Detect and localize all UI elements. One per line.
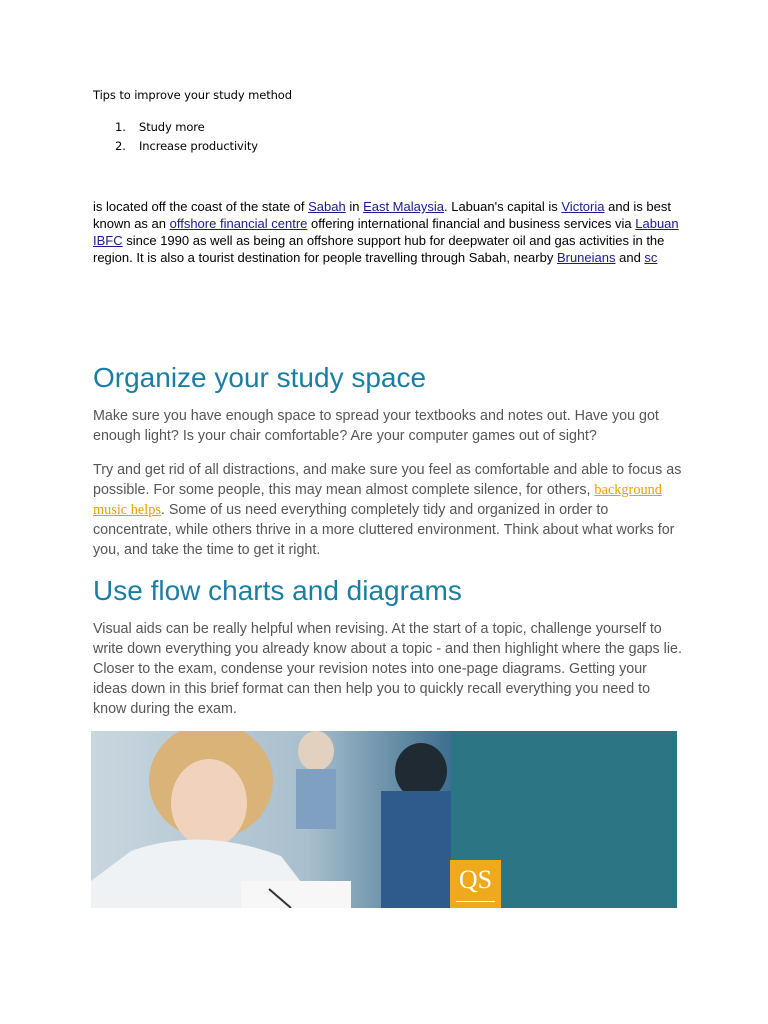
list-item	[93, 137, 258, 156]
qs-logo-underline	[456, 901, 495, 902]
link-sabah[interactable]: Sabah	[308, 199, 346, 214]
tips-title: Tips to improve your study method	[93, 88, 292, 102]
tips-list	[93, 118, 258, 156]
link-east-malaysia[interactable]: East Malaysia	[363, 199, 444, 214]
students-photo	[91, 731, 451, 908]
link-bruneians[interactable]: Bruneians	[556, 250, 616, 265]
link-background-music[interactable]: background music helps	[93, 482, 662, 518]
text: offering international financial and business services via	[307, 216, 636, 231]
list-item	[93, 118, 258, 137]
qs-logo	[450, 860, 501, 908]
text: and	[615, 250, 645, 265]
list-item-label: Study more	[139, 120, 205, 134]
text: and is best known as an	[93, 199, 671, 231]
text: . Labuan's capital is	[443, 199, 562, 214]
article-image	[91, 731, 677, 908]
text: is located off the coast of the state of	[93, 199, 309, 214]
section-heading-organize: Organize your study space	[93, 362, 427, 393]
list-item-label: Increase productivity	[139, 139, 258, 153]
organize-paragraph-2	[93, 460, 683, 560]
link-labuan-ibfc[interactable]: Labuan IBFC	[93, 216, 679, 248]
list-number: 1.	[115, 120, 126, 134]
organize-paragraph-1: Make sure you have enough space to spread your textbooks and notes out. Have you got enough light? Is your chair comfortable? Are your computer games out of sight?	[93, 408, 659, 444]
link-sc[interactable]: sc	[644, 250, 658, 265]
text: since 1990 as well as being an offshore support hub for deepwater oil and gas activities in the region. It is also a tourist destination for people travelling through Sabah, nearby	[93, 233, 665, 265]
link-victoria[interactable]: Victoria	[561, 199, 605, 214]
text: . Some of us need everything completely tidy and organized in order to concentrate, while others thrive in a more cluttered environment. Think about what works for you, and take the time to get it right.	[93, 502, 675, 558]
flow-charts-paragraph: Visual aids can be really helpful when revising. At the start of a topic, challenge yourself to write down everything you already know about a topic - and then highlight where the gaps lie. Closer to the exam, condense your revision notes into one-page diagrams. Getting your ideas down in this brief format can then help you to quickly recall everything you need to know during the exam.	[93, 621, 682, 717]
list-number: 2.	[115, 139, 126, 153]
qs-logo-text: QS	[458, 865, 493, 894]
labuan-paragraph	[93, 198, 683, 266]
section-heading-flow-charts: Use flow charts and diagrams	[93, 575, 462, 606]
text: Try and get rid of all distractions, and make sure you feel as comfortable and able to focus as possible. For some people, this may mean almost complete silence, for others,	[93, 462, 682, 498]
text: in	[345, 199, 364, 214]
link-offshore-financial-centre[interactable]: offshore financial centre	[169, 216, 308, 231]
